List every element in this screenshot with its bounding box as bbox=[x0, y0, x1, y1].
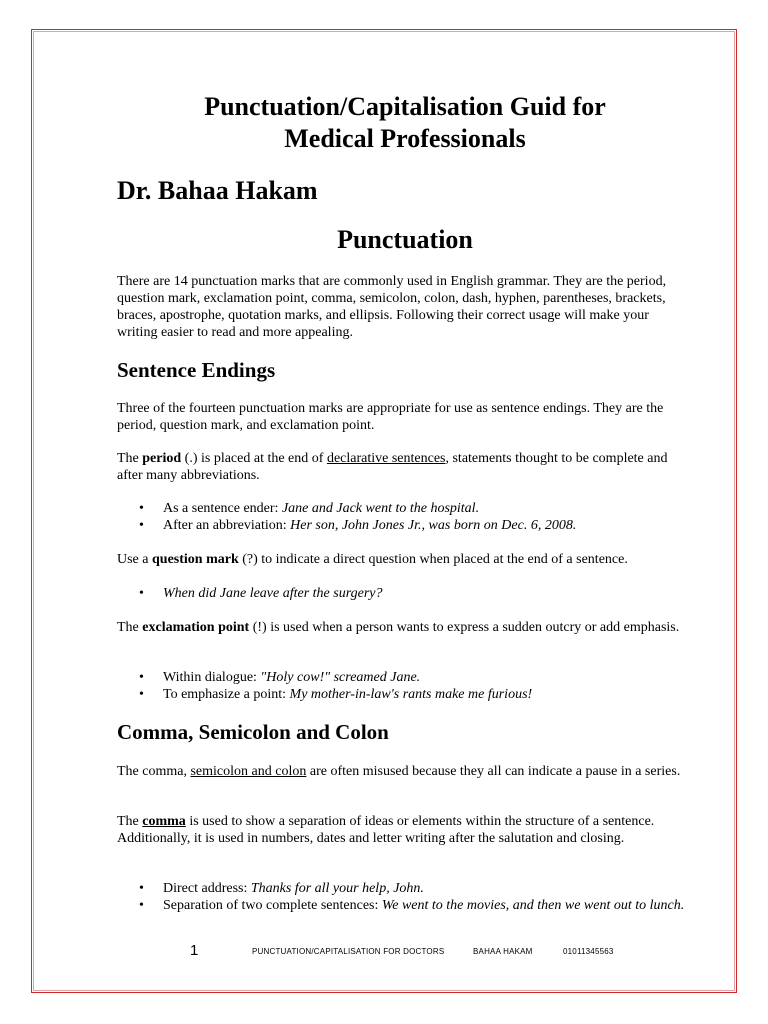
sentence-endings-paragraph: Three of the fourteen punctuation marks are appropriate for use as sentence endings. They are the period, question mark, and exclamation point. bbox=[117, 401, 664, 433]
list-item bbox=[139, 686, 689, 703]
question-text-post: (?) to indicate a direct question when placed at the end of a sentence. bbox=[238, 552, 628, 567]
heading-comma-semicolon-colon: Comma, Semicolon and Colon bbox=[117, 720, 389, 744]
list-item-label: Direct address: bbox=[163, 881, 251, 896]
comma-text-pre: The bbox=[117, 814, 143, 829]
bullet: • bbox=[139, 501, 144, 516]
footer-doc-title: PUNCTUATION/CAPITALISATION FOR DOCTORS bbox=[252, 947, 445, 956]
list-item-example: "Holy cow!" screamed Jane. bbox=[260, 670, 421, 685]
bullet: • bbox=[139, 687, 144, 702]
exclamation-text-pre: The bbox=[117, 620, 143, 635]
list-item-example: We went to the movies, and then we went out to lunch. bbox=[381, 898, 685, 913]
list-item-example: Her son, John Jones Jr., was born on Dec. 6, 2008. bbox=[290, 518, 577, 533]
comma-intro-paragraph bbox=[117, 763, 687, 780]
list-item-label: As a sentence ender: bbox=[163, 501, 282, 516]
list-item-label: Within dialogue: bbox=[163, 670, 261, 685]
bullet: • bbox=[139, 881, 144, 896]
question-mark-term: question mark bbox=[152, 552, 239, 567]
list-item-example: Thanks for all your help, John. bbox=[250, 881, 424, 896]
semicolon-and-colon-link[interactable]: semicolon and colon bbox=[190, 764, 307, 779]
author-heading: Dr. Bahaa Hakam bbox=[117, 176, 318, 205]
comma-intro-post: are often misused because they all can indicate a pause in a series. bbox=[306, 764, 681, 779]
bullet: • bbox=[139, 518, 144, 533]
list-item bbox=[139, 880, 689, 897]
page-number: 1 bbox=[190, 942, 199, 959]
document-title-line-2: Medical Professionals bbox=[284, 124, 526, 153]
comma-text-post: is used to show a separation of ideas or elements within the structure of a sentence. Additionally, it is used in numbers, dates and letter writing after the salutation and closing. bbox=[117, 814, 655, 846]
heading-sentence-endings: Sentence Endings bbox=[117, 358, 276, 382]
question-text-pre: Use a bbox=[117, 552, 152, 567]
period-text-post: , statements thought to be complete and after many abbreviations. bbox=[117, 451, 668, 483]
list-item bbox=[139, 897, 689, 914]
intro-paragraph: There are 14 punctuation marks that are commonly used in English grammar. They are the period, question mark, exclamation point, comma, semicolon, colon, dash, hyphen, parentheses, brackets, braces, apostrophe, quotation marks, and ellipsis. Following their correct usage will make your writing easier to read and more appealing. bbox=[117, 274, 667, 340]
footer-author: BAHAA HAKAM bbox=[473, 947, 533, 956]
list-item-example: My mother-in-law's rants make me furious! bbox=[289, 687, 533, 702]
list-item-example: Jane and Jack went to the hospital. bbox=[281, 501, 480, 516]
exclamation-paragraph bbox=[117, 619, 687, 636]
bullet: • bbox=[139, 898, 144, 913]
list-item-label: Separation of two complete sentences: bbox=[163, 898, 382, 913]
period-text-pre: The bbox=[117, 451, 143, 466]
list-item bbox=[139, 585, 689, 602]
question-mark-paragraph bbox=[117, 551, 687, 568]
list-item bbox=[139, 517, 689, 534]
comma-paragraph bbox=[117, 813, 687, 847]
exclamation-text-post: (!) is used when a person wants to express a sudden outcry or add emphasis. bbox=[249, 620, 680, 635]
list-item-example: When did Jane leave after the surgery? bbox=[163, 586, 383, 601]
footer-phone: 01011345563 bbox=[563, 947, 614, 956]
list-item bbox=[139, 669, 689, 686]
document-title-line-1: Punctuation/Capitalisation Guid for bbox=[204, 92, 606, 121]
period-term: period bbox=[142, 451, 182, 466]
section-heading-punctuation: Punctuation bbox=[337, 225, 473, 254]
list-item-label: To emphasize a point: bbox=[163, 687, 290, 702]
list-item bbox=[139, 500, 689, 517]
comma-intro-pre: The comma, bbox=[117, 764, 191, 779]
list-item-label: After an abbreviation: bbox=[163, 518, 291, 533]
exclamation-point-term: exclamation point bbox=[142, 620, 250, 635]
declarative-sentences-link[interactable]: declarative sentences bbox=[326, 451, 446, 466]
bullet: • bbox=[139, 586, 144, 601]
period-text-mid: (.) is placed at the end of bbox=[181, 451, 327, 466]
period-paragraph bbox=[117, 450, 687, 484]
bullet: • bbox=[139, 670, 144, 685]
comma-link[interactable]: comma bbox=[142, 814, 186, 829]
